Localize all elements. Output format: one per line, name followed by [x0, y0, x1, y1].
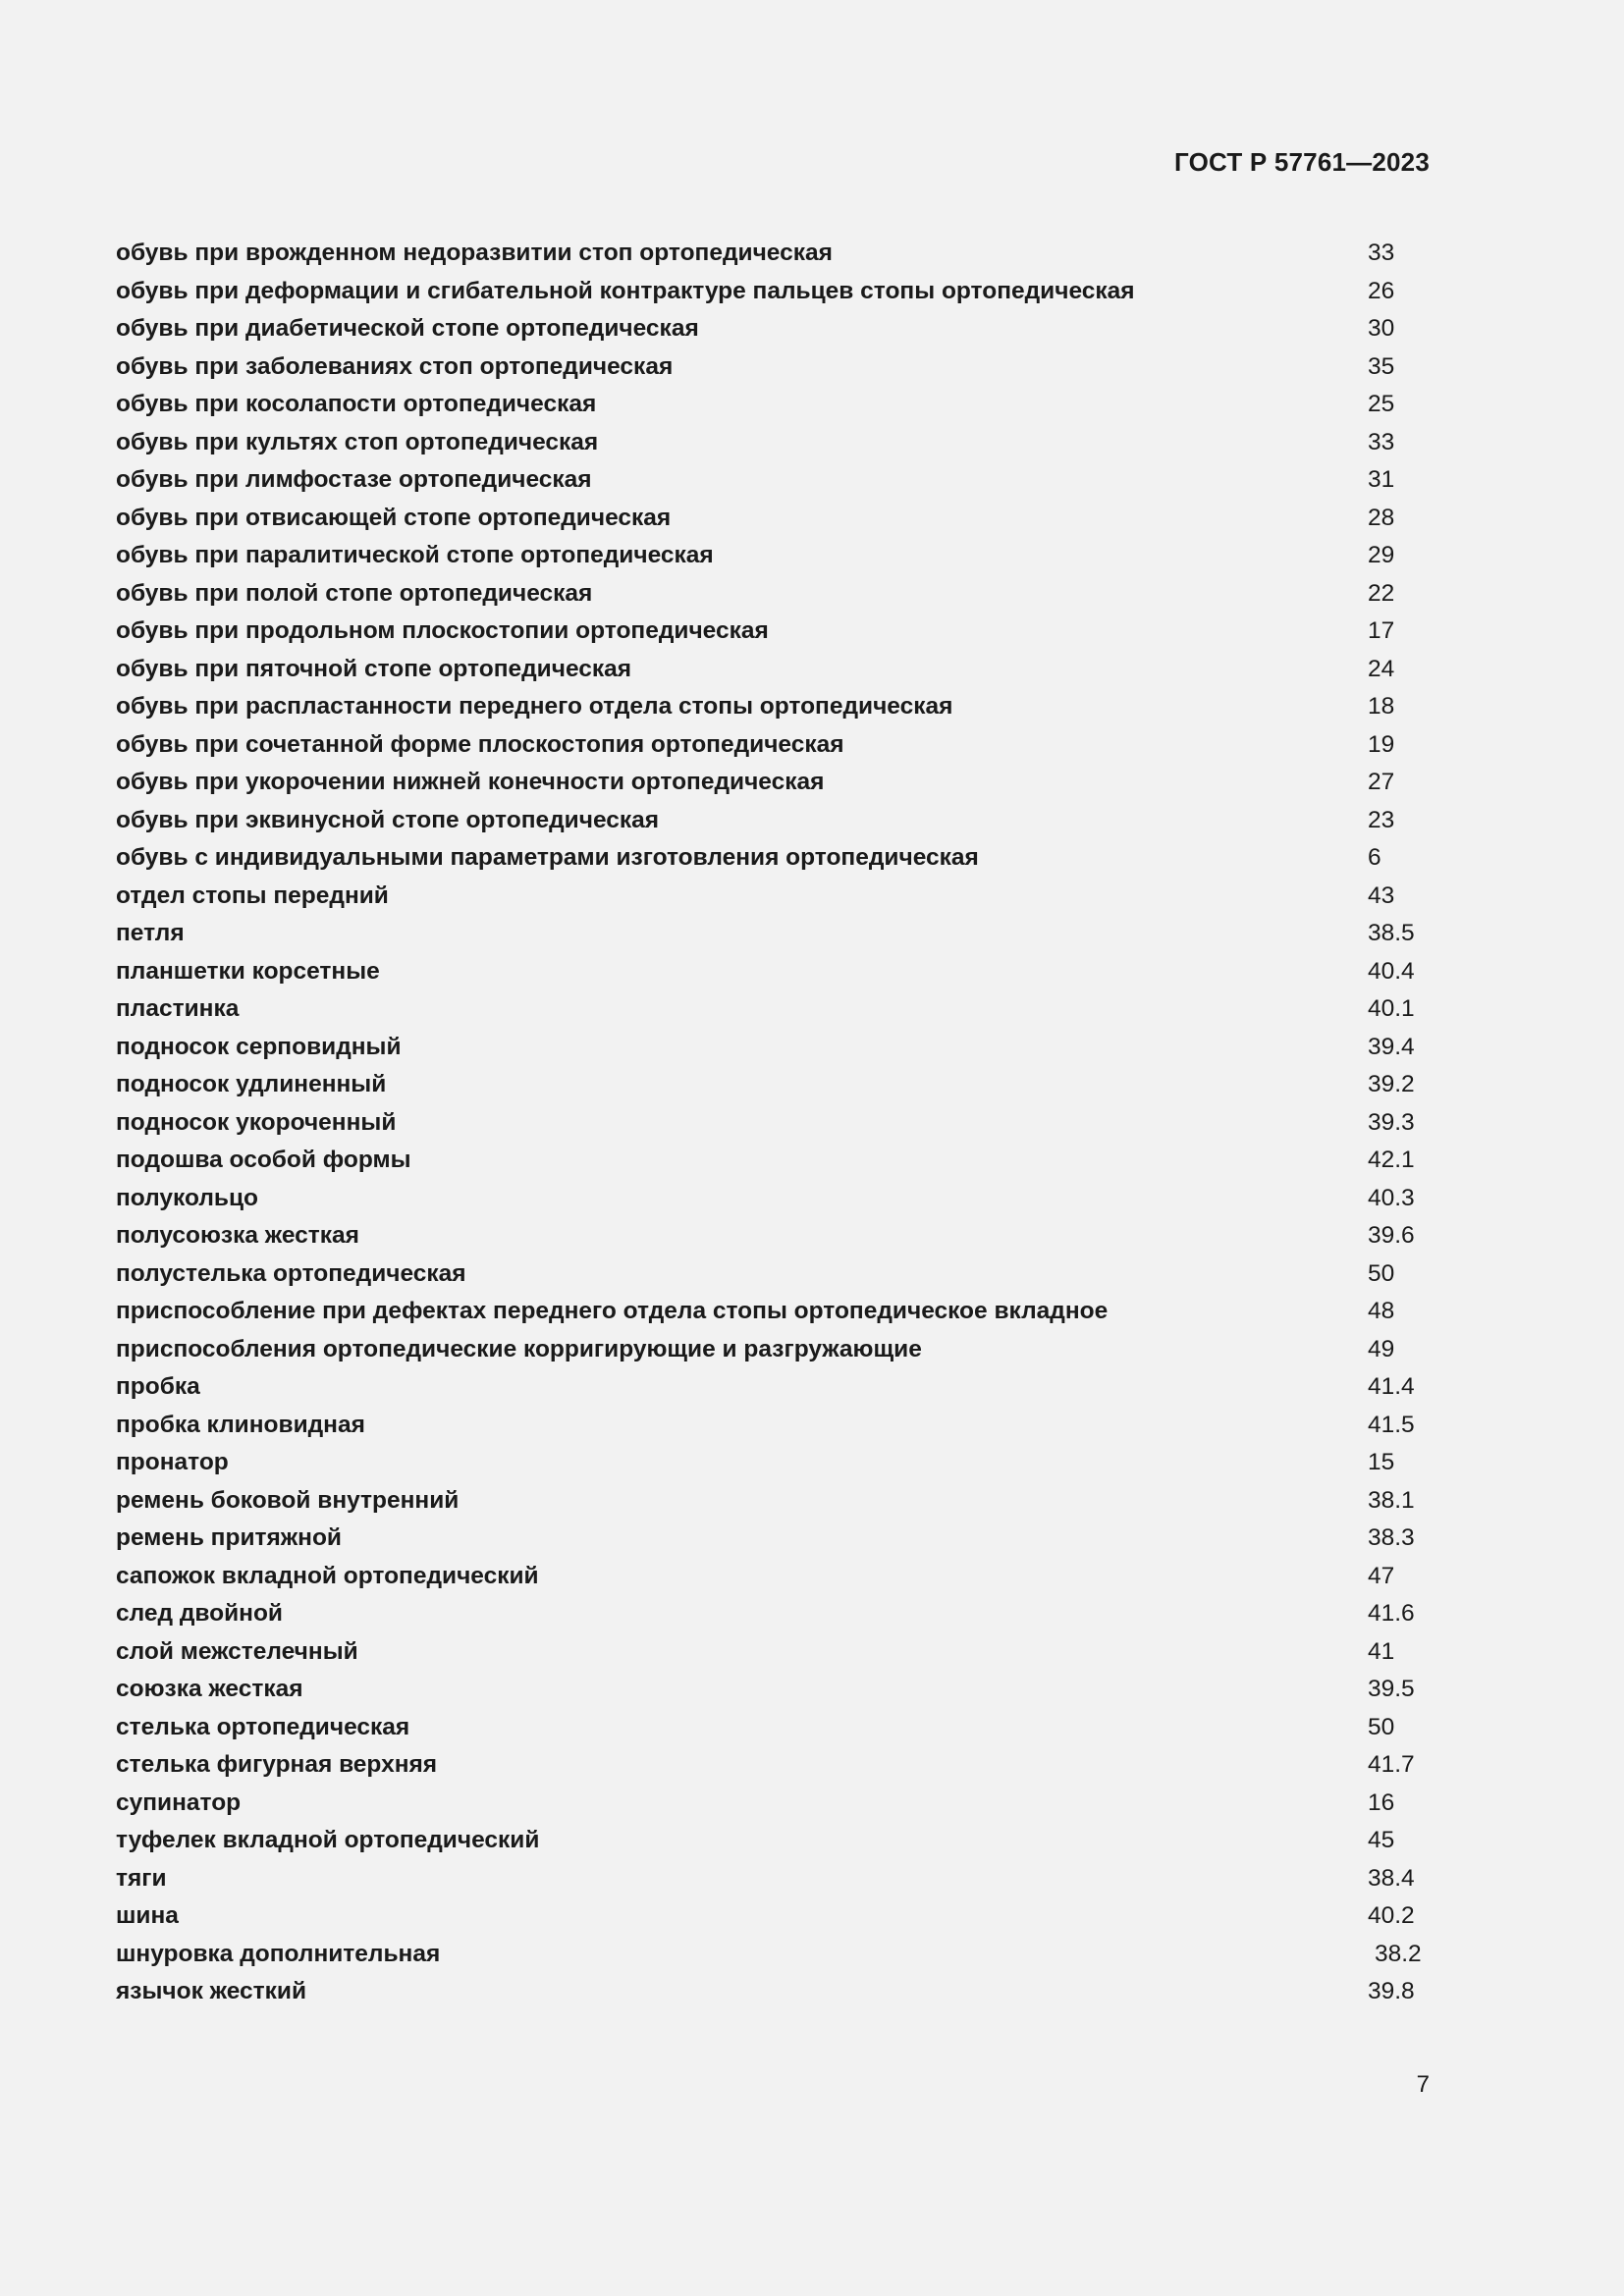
index-entry [116, 915, 1432, 953]
index-term: обувь при культях стоп ортопедическая [116, 428, 599, 455]
index-entry [116, 839, 1432, 878]
index-entry [116, 310, 1432, 348]
index-entry [116, 1142, 1432, 1180]
index-entry [116, 1822, 1432, 1860]
index-entry [116, 1709, 1432, 1747]
index-entry [116, 953, 1432, 991]
index-entry [116, 1973, 1432, 2011]
index-reference-number: 40.3 [1368, 1184, 1415, 1211]
index-entry [116, 1331, 1432, 1369]
index-entry [116, 726, 1432, 765]
index-entry [116, 273, 1432, 311]
index-term: шнуровка дополнительная [116, 1940, 441, 1967]
index-term: слой межстелечный [116, 1637, 358, 1665]
index-entry [116, 990, 1432, 1029]
index-reference-number: 45 [1368, 1827, 1395, 1853]
index-entry [116, 1368, 1432, 1407]
index-entry [116, 1482, 1432, 1521]
index-reference-number: 22 [1368, 579, 1395, 607]
index-reference-number: 33 [1368, 240, 1395, 266]
index-reference-number: 50 [1368, 1259, 1395, 1287]
index-entry [116, 537, 1432, 575]
index-entry [116, 1180, 1432, 1218]
index-entry [116, 613, 1432, 651]
index-reference-number: 24 [1368, 655, 1395, 682]
index-term: петля [116, 920, 185, 946]
index-reference-number: 25 [1368, 391, 1395, 417]
index-term: обувь при полой стопе ортопедическая [116, 579, 593, 607]
index-reference-number: 41.7 [1368, 1751, 1415, 1778]
index-reference-number: 39.5 [1368, 1676, 1415, 1702]
index-reference-number: 19 [1368, 730, 1395, 758]
index-reference-number: 40.4 [1368, 957, 1415, 985]
index-term: подносок удлиненный [116, 1071, 387, 1097]
index-term: подносок укороченный [116, 1108, 397, 1136]
index-term: язычок жесткий [116, 1978, 307, 2004]
index-term: ремень притяжной [116, 1524, 342, 1551]
index-entry [116, 1558, 1432, 1596]
index-term: обувь при эквинусной стопе ортопедическая [116, 806, 660, 833]
index-entry [116, 1217, 1432, 1255]
index-entry [116, 1897, 1432, 1936]
index-term: полусоюзка жесткая [116, 1222, 359, 1249]
index-entry [116, 1444, 1432, 1482]
index-reference-number: 41.4 [1368, 1373, 1415, 1400]
index-entry [116, 575, 1432, 614]
index-entry [116, 1746, 1432, 1785]
index-reference-number: 38.1 [1368, 1486, 1415, 1514]
index-reference-number: 41 [1368, 1637, 1395, 1665]
index-entry [116, 1936, 1432, 1974]
index-term: приспособление при дефектах переднего отдела стопы ортопедическое вкладное [116, 1298, 1109, 1324]
alphabetical-index-list [116, 235, 1432, 2011]
index-reference-number: 41.6 [1368, 1600, 1415, 1627]
index-term: обувь при отвисающей стопе ортопедическая [116, 504, 672, 531]
index-reference-number: 40.2 [1368, 1902, 1415, 1929]
index-reference-number: 30 [1368, 315, 1395, 342]
index-term: обувь при косолапости ортопедическая [116, 391, 597, 417]
index-term: ремень боковой внутренний [116, 1486, 460, 1514]
index-term: отдел стопы передний [116, 881, 389, 909]
index-term: обувь при лимфостазе ортопедическая [116, 466, 592, 493]
index-entry [116, 1407, 1432, 1445]
index-term: обувь при врожденном недоразвитии стоп ортопедическая [116, 240, 833, 266]
index-term: шина [116, 1902, 179, 1929]
index-reference-number: 16 [1368, 1789, 1395, 1816]
index-reference-number: 49 [1368, 1335, 1395, 1362]
index-term: обувь при паралитической стопе ортопедическая [116, 542, 714, 568]
index-reference-number: 41.5 [1368, 1411, 1415, 1438]
page-number: 7 [1416, 2071, 1430, 2098]
index-reference-number: 26 [1368, 277, 1395, 304]
index-term: планшетки корсетные [116, 957, 380, 985]
index-entry [116, 1860, 1432, 1898]
index-term: обувь при укорочении нижней конечности ортопедическая [116, 769, 825, 795]
index-reference-number: 40.1 [1368, 995, 1415, 1022]
index-entry [116, 1633, 1432, 1672]
index-term: стелька ортопедическая [116, 1713, 410, 1740]
index-reference-number: 28 [1368, 504, 1395, 531]
index-reference-number: 38.4 [1368, 1864, 1415, 1892]
index-entry [116, 1029, 1432, 1067]
index-reference-number: 38.5 [1368, 920, 1415, 946]
index-term: тяги [116, 1864, 167, 1892]
index-term: пробка клиновидная [116, 1411, 365, 1438]
index-reference-number: 31 [1368, 466, 1395, 493]
index-term: подошва особой формы [116, 1147, 411, 1173]
index-reference-number: 39.4 [1368, 1033, 1415, 1060]
index-term: обувь при продольном плоскостопии ортопедическая [116, 617, 769, 644]
index-term: обувь при сочетанной форме плоскостопия ортопедическая [116, 730, 844, 758]
index-term: обувь при распластанности переднего отдела стопы ортопедическая [116, 693, 953, 720]
index-reference-number: 48 [1368, 1298, 1395, 1324]
index-term: обувь при диабетической стопе ортопедическая [116, 315, 699, 342]
index-reference-number: 39.3 [1368, 1108, 1415, 1136]
index-entry [116, 235, 1432, 273]
index-term: обувь при деформации и сгибательной контрактуре пальцев стопы ортопедическая [116, 277, 1135, 304]
index-term: полустелька ортопедическая [116, 1259, 466, 1287]
index-entry [116, 500, 1432, 538]
index-entry [116, 348, 1432, 387]
index-term: обувь при заболеваниях стоп ортопедическая [116, 352, 674, 380]
index-reference-number: 35 [1368, 352, 1395, 380]
index-reference-number: 23 [1368, 806, 1395, 833]
index-entry [116, 688, 1432, 726]
document-code-header: ГОСТ Р 57761—2023 [1174, 147, 1430, 177]
index-term: сапожок вкладной ортопедический [116, 1562, 539, 1589]
index-entry [116, 1255, 1432, 1294]
index-term: пробка [116, 1373, 200, 1400]
index-entry [116, 1785, 1432, 1823]
index-reference-number: 39.8 [1368, 1978, 1415, 2004]
index-term: пронатор [116, 1449, 229, 1475]
index-entry [116, 802, 1432, 840]
index-entry [116, 1293, 1432, 1331]
index-reference-number: 33 [1368, 428, 1395, 455]
index-term: полукольцо [116, 1184, 258, 1211]
index-entry [116, 878, 1432, 916]
index-reference-number: 50 [1368, 1713, 1395, 1740]
index-term: туфелек вкладной ортопедический [116, 1827, 540, 1853]
index-reference-number: 6 [1368, 844, 1381, 871]
index-entry [116, 764, 1432, 802]
index-reference-number: 38.2 [1375, 1940, 1422, 1967]
index-term: обувь при пяточной стопе ортопедическая [116, 655, 632, 682]
index-reference-number: 43 [1368, 881, 1395, 909]
index-entry [116, 1671, 1432, 1709]
index-entry [116, 1595, 1432, 1633]
index-term: стелька фигурная верхняя [116, 1751, 438, 1778]
index-term: супинатор [116, 1789, 242, 1816]
index-entry [116, 1104, 1432, 1143]
index-reference-number: 15 [1368, 1449, 1395, 1475]
index-entry [116, 651, 1432, 689]
index-entry [116, 461, 1432, 500]
index-entry [116, 424, 1432, 462]
index-reference-number: 39.6 [1368, 1222, 1415, 1249]
index-term: союзка жесткая [116, 1676, 303, 1702]
index-entry [116, 1520, 1432, 1558]
index-reference-number: 47 [1368, 1562, 1395, 1589]
index-reference-number: 27 [1368, 769, 1395, 795]
index-term: приспособления ортопедические корригирующие и разгружающие [116, 1335, 922, 1362]
index-reference-number: 18 [1368, 693, 1395, 720]
index-reference-number: 39.2 [1368, 1071, 1415, 1097]
index-entry [116, 386, 1432, 424]
index-reference-number: 29 [1368, 542, 1395, 568]
index-entry [116, 1066, 1432, 1104]
index-term: подносок серповидный [116, 1033, 402, 1060]
index-reference-number: 42.1 [1368, 1147, 1415, 1173]
index-term: обувь с индивидуальными параметрами изготовления ортопедическая [116, 844, 979, 871]
index-term: пластинка [116, 995, 240, 1022]
index-reference-number: 17 [1368, 617, 1395, 644]
index-term: след двойной [116, 1600, 283, 1627]
index-reference-number: 38.3 [1368, 1524, 1415, 1551]
